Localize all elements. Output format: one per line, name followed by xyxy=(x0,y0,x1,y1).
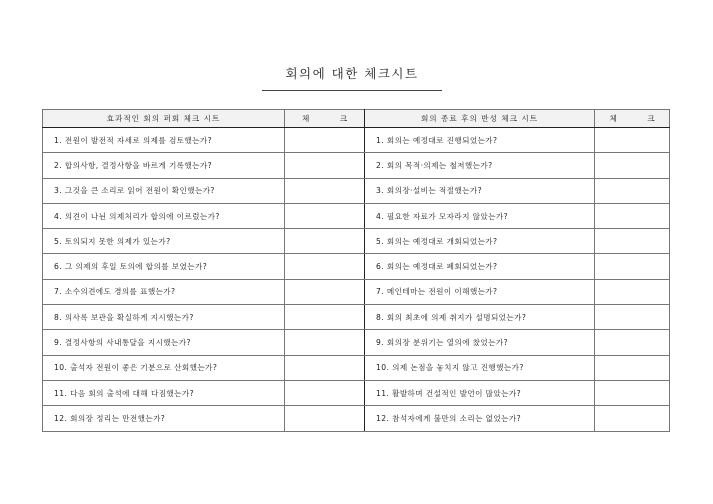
left-checklist-item: 8. 의사록 보관을 확실하게 지시했는가? xyxy=(43,305,285,330)
right-checklist-item: 12. 참석자에게 불만의 소리는 없었는가? xyxy=(365,406,595,431)
title-underline xyxy=(262,90,442,91)
left-checklist-item: 11. 다음 회의 출석에 대해 다짐했는가? xyxy=(43,380,285,405)
header-row xyxy=(43,110,670,128)
right-checklist-item: 9. 회의장 분위기는 열의에 찼었는가? xyxy=(365,330,595,355)
right-check-cell[interactable] xyxy=(595,178,670,203)
table-row xyxy=(43,128,670,153)
table-row xyxy=(43,203,670,228)
table-row xyxy=(43,229,670,254)
page-title: 회의에 대한 체크시트 xyxy=(285,66,419,81)
right-check-cell[interactable] xyxy=(595,355,670,380)
left-header: 효과적인 회의 퍼회 체크 시트 xyxy=(43,110,285,128)
right-check-cell[interactable] xyxy=(595,305,670,330)
left-check-cell[interactable] xyxy=(285,178,365,203)
right-check-cell[interactable] xyxy=(595,153,670,178)
left-checklist-item: 5. 토의되지 못한 의제가 있는가? xyxy=(43,229,285,254)
left-checklist-item: 10. 출석자 전원이 좋은 기분으로 산회했는가? xyxy=(43,355,285,380)
left-check-cell[interactable] xyxy=(285,355,365,380)
right-check-cell[interactable] xyxy=(595,254,670,279)
right-check-cell[interactable] xyxy=(595,279,670,304)
left-check-cell[interactable] xyxy=(285,279,365,304)
left-check-cell[interactable] xyxy=(285,330,365,355)
right-check-cell[interactable] xyxy=(595,330,670,355)
table-row xyxy=(43,254,670,279)
left-check-cell[interactable] xyxy=(285,153,365,178)
right-check-cell[interactable] xyxy=(595,203,670,228)
table-row xyxy=(43,153,670,178)
right-header: 회의 종료 후의 반성 체크 시트 xyxy=(365,110,595,128)
left-checklist-item: 1. 전원이 발전적 자세로 의제를 검토했는가? xyxy=(43,128,285,153)
left-check-cell[interactable] xyxy=(285,406,365,431)
left-check-cell[interactable] xyxy=(285,305,365,330)
left-checklist-item: 6. 그 의제의 후일 토의에 합의를 보였는가? xyxy=(43,254,285,279)
table-row xyxy=(43,330,670,355)
left-checklist-item: 7. 소수의견에도 경의를 표했는가? xyxy=(43,279,285,304)
right-checklist-item: 1. 회의는 예정대로 진행되었는가? xyxy=(365,128,595,153)
left-check-cell[interactable] xyxy=(285,380,365,405)
left-checklist-item: 3. 그것을 큰 소리로 읽어 전원이 확인했는가? xyxy=(43,178,285,203)
left-check-header: 체 크 xyxy=(285,110,365,128)
table-row xyxy=(43,279,670,304)
title-block xyxy=(262,64,442,91)
left-checklist-item: 4. 의견이 나뉜 의제처리가 합의에 이르렀는가? xyxy=(43,203,285,228)
right-checklist-item: 10. 의제 논점을 놓치지 않고 진행했는가? xyxy=(365,355,595,380)
left-check-cell[interactable] xyxy=(285,203,365,228)
right-check-header: 체 크 xyxy=(595,110,670,128)
table-row xyxy=(43,305,670,330)
right-checklist-item: 7. 메인테마는 전원이 이해했는가? xyxy=(365,279,595,304)
left-checklist-item: 9. 결정사항의 사내통달을 지시했는가? xyxy=(43,330,285,355)
left-check-cell[interactable] xyxy=(285,229,365,254)
right-checklist-item: 5. 회의는 예정대로 개회되었는가? xyxy=(365,229,595,254)
table-row xyxy=(43,380,670,405)
checklist-table xyxy=(42,109,670,432)
left-check-cell[interactable] xyxy=(285,254,365,279)
table-row xyxy=(43,355,670,380)
right-check-cell[interactable] xyxy=(595,229,670,254)
table-row xyxy=(43,406,670,431)
left-checklist-item: 12. 회의장 정리는 만전했는가? xyxy=(43,406,285,431)
right-checklist-item: 8. 회의 최초에 의제 취지가 설명되었는가? xyxy=(365,305,595,330)
left-checklist-item: 2. 합의사항, 결정사항을 바르게 기록했는가? xyxy=(43,153,285,178)
right-checklist-item: 11. 활발하며 건설적인 발언이 많았는가? xyxy=(365,380,595,405)
right-checklist-item: 4. 필요한 자료가 모자라지 않았는가? xyxy=(365,203,595,228)
right-checklist-item: 6. 회의는 예정대로 폐회되었는가? xyxy=(365,254,595,279)
right-checklist-item: 3. 회의장·설비는 적절했는가? xyxy=(365,178,595,203)
right-check-cell[interactable] xyxy=(595,406,670,431)
right-check-cell[interactable] xyxy=(595,380,670,405)
right-checklist-item: 2. 회의 목적·의제는 철저했는가? xyxy=(365,153,595,178)
left-check-cell[interactable] xyxy=(285,128,365,153)
table-row xyxy=(43,178,670,203)
right-check-cell[interactable] xyxy=(595,128,670,153)
